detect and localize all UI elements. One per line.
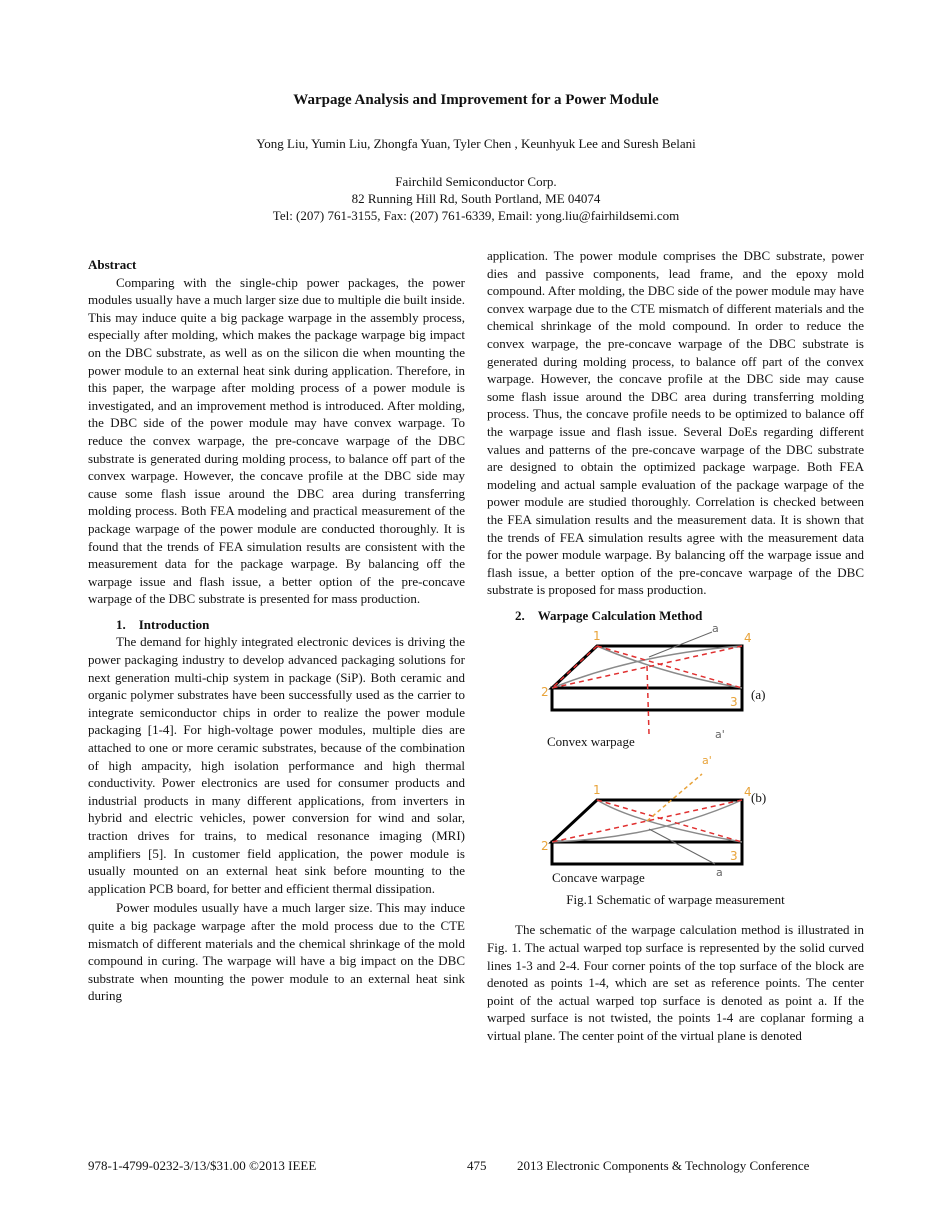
point-4-b-label: 4 xyxy=(744,785,752,800)
point-4-a-label: 4 xyxy=(744,631,752,646)
figure-1 xyxy=(487,624,864,919)
introduction-para-2: Power modules usually have a much larger size. This may induce quite a big package warpage after the mold process due to the CTE mismatch of different materials and the chemical shrinkage of the mold compound in curing. The warpage will have a big impact on the DBC substrate when mounting the power module to an external heat sink during xyxy=(88,900,465,1004)
point-1-b-label: 1 xyxy=(593,783,601,798)
address: 82 Running Hill Rd, South Portland, ME 04074 xyxy=(351,191,601,206)
point-a-prime-b-label: a' xyxy=(702,754,712,768)
section2-heading: 2. Warpage Calculation Method xyxy=(515,607,703,623)
left-column xyxy=(88,256,465,1005)
point-3-b-label: 3 xyxy=(730,849,738,864)
figure-caption: Fig.1 Schematic of warpage measurement xyxy=(566,892,785,908)
concave-block xyxy=(552,774,742,864)
footer-page-number: 475 xyxy=(467,1158,487,1173)
point-1-a-label: 1 xyxy=(593,629,601,644)
point-a-top-label: a xyxy=(712,624,719,636)
footer-conference: 2013 Electronic Components & Technology Conference xyxy=(517,1158,810,1173)
affiliation: Fairchild Semiconductor Corp. xyxy=(395,174,557,189)
abstract-text: Comparing with the single-chip power packages, the power modules usually have a much larger size due to multiple die built inside. This may induce quite a big package warpage in the assembly process, especially after molding, which makes the package warpage big impact on the DBC substrate, as well as on the silicon die when mounting the power module to an external heat sink during application. Therefore, in this paper, the warpage after molding process of a power module is investigated, and an improvement method is introduced. After molding, the DBC side of the power module may have convex warpage. To reduce the convex warpage, the pre-concave warpage of the DBC substrate is generated during molding process, to balance off part of the convex warpage. However, the concave profile at the DBC side may cause some flash issue around the DBC area during transferring molding process. Both FEA modeling and practical measurement of the package warpage of the power module are conducted thoroughly. It is found that the trends of FEA simulation results are consistent with the measurement data for the package warpage. By balancing off the warpage issue and flash issue, a better option of the pre-concave warpage of the DBC substrate is presented for mass production. xyxy=(88,274,465,607)
panel-a-label: (a) xyxy=(751,687,766,703)
panel-b-label: (b) xyxy=(751,790,767,806)
footer-isbn: 978-1-4799-0232-3/13/$31.00 ©2013 IEEE xyxy=(88,1158,317,1173)
paper-title: Warpage Analysis and Improvement for a Power Module xyxy=(293,92,659,108)
point-3-a-label: 3 xyxy=(730,695,738,710)
concave-warpage-label: Concave warpage xyxy=(552,870,645,886)
introduction-para-2-continued: application. The power module comprises the DBC substrate, power dies and passive components, lead frame, and the epoxy mold compound. After molding, the DBC side of the power module may have convex warpage due to the CTE mismatch of different materials and the chemical shrinkage of the mold compound. In order to reduce the convex warpage, the pre-concave warpage of the DBC substrate is generated during molding process, to balance off part of the convex warpage. However, the concave profile at the DBC side may cause some flash issue around the DBC area during transferring molding process. Thus, the concave profile needs to be optimized to balance off the warpage issue and flash issue. Several DoEs regarding different values and patterns of the pre-concave warpage of the DBC substrate are designed to obtain the optimized package warpage. Both FEA modeling and actual sample evaluation of the package warpage of the power module are studied thoroughly. Correlation is checked between the FEA simulation results and the measurement data. It is shown that the trends of FEA simulation results agree with the measurement data for the power module warpage. By balancing off the warpage issue and flash issue, a better option of the pre-concave warpage of the DBC substrate is proposed for mass production. xyxy=(487,248,864,598)
right-column xyxy=(487,247,864,1045)
author-list: Yong Liu, Yumin Liu, Zhongfa Yuan, Tyler Chen , Keunhyuk Lee and Suresh Belani xyxy=(256,136,696,151)
point-a-prime-a-label: a' xyxy=(715,728,725,742)
abstract-heading: Abstract xyxy=(88,257,137,272)
introduction-heading: 1. Introduction xyxy=(116,616,210,632)
point-2-b-label: 2 xyxy=(541,839,549,854)
section2-para: The schematic of the warpage calculation method is illustrated in Fig. 1. The actual warped top surface is represented by the solid curved lines 1-3 and 2-4. Four corner points of the top surface of the block are denoted as points 1-4, which are set as reference points. The center point of the actual warped top surface is denoted as point a. If the warped surface is not twisted, the points 1-4 are coplanar forming a virtual plane. The center point of the virtual plane is denoted xyxy=(487,922,864,1044)
point-a-bottom-label: a xyxy=(716,866,723,880)
introduction-para-1: The demand for highly integrated electronic devices is driving the power packaging industry to develop advanced packaging solutions for next generation multi-chip system in package (SiP). Both ceramic and organic polymer substrates have been successfully used as the carrier to integrate semiconductor chips in order to realize the power module packaging [1-4]. For high-voltage power modules, multiple dies are attached to one or more ceramic substrates, because of the combination of high ampacity, high isolation performance and high thermal conductivity. Power electronics are used for consumer products and industrial products in many different applications, from inverters in hybrid and electric vehicles, power conversion for wind and solar, traction drives for trains, to medical resonance imaging (MRI) amplifiers [5]. In customer field application, the power module is usually mounted on an external heat sink before mounting to the application PCB board, for better and efficient thermal dissipation. xyxy=(88,634,465,896)
warpage-schematic xyxy=(487,624,864,919)
convex-block xyxy=(552,632,742,734)
convex-warpage-label: Convex warpage xyxy=(547,734,635,750)
point-2-a-label: 2 xyxy=(541,685,549,700)
contact-info: Tel: (207) 761-3155, Fax: (207) 761-6339, Email: yong.liu@fairhildsemi.com xyxy=(272,208,680,223)
